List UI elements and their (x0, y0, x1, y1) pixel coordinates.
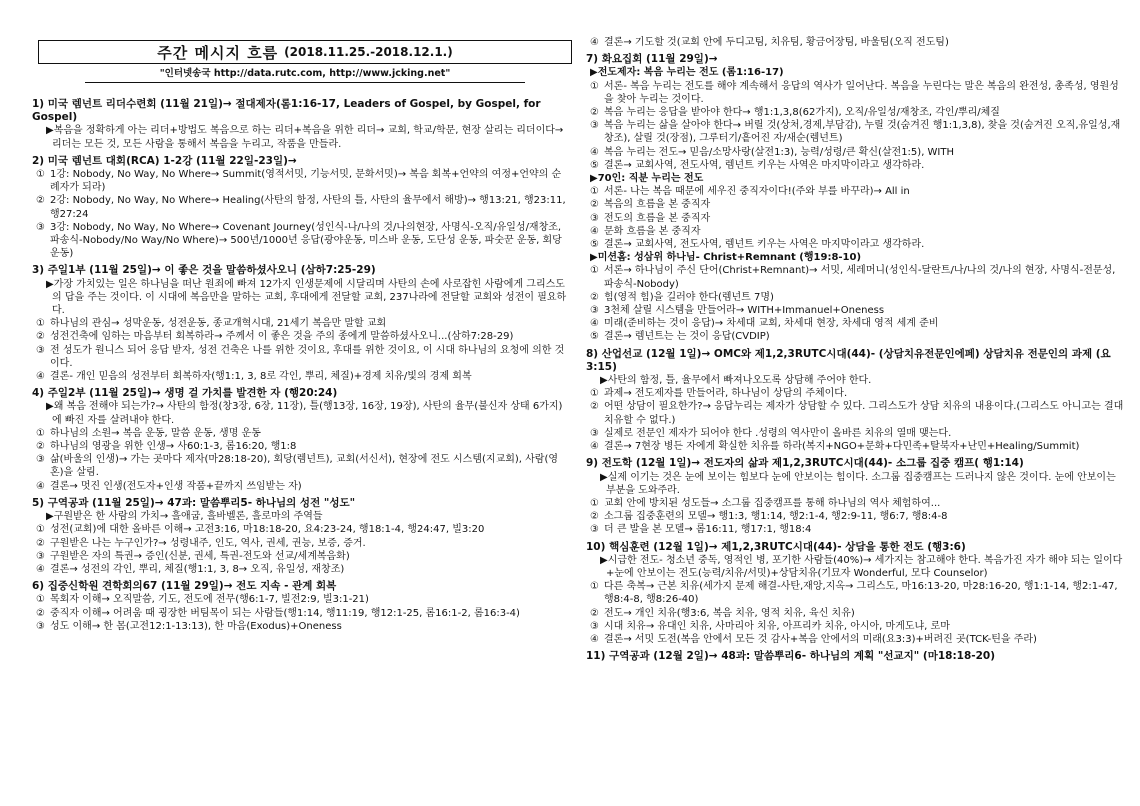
section-heading: 10) 핵심훈련 (12월 1일)→ 제1,2,3RUTC시대(44)- 상담을 통한 전도 (행3:6) (586, 540, 966, 553)
item-text: 결론→ 서밋 도전(복음 안에서 모든 것 감사+복음 안에서의 미래(요3:3)+버려진 곳(TCK-틴을 주라) (604, 633, 1037, 645)
list-item (586, 291, 1124, 304)
list-item (586, 633, 1124, 646)
item-number: ② (590, 401, 599, 413)
list-item (32, 563, 570, 576)
item-number: ③ (590, 120, 599, 132)
list-item (32, 453, 570, 479)
item-number: ② (36, 195, 45, 207)
section-paragraph: ▶시급한 전도- 청소년 중독, 영적인 병, 포기한 사람들(40%)→ 세가지는 참고해야 한다. 복음가진 자가 해야 되는 일이다+눈에 안보이는 전도(능력/치유/서밋)+상담치유(기묘자 Wonderful, 모다 Counselor) (600, 554, 1123, 579)
item-number: ① (590, 265, 599, 277)
item-text: 더 큰 발을 본 모델→ 롬16:11, 행17:1, 행18:4 (604, 524, 812, 536)
item-number: ① (590, 388, 599, 400)
item-number: ④ (36, 563, 45, 575)
item-text: 문화 흐름을 본 중직자 (604, 225, 701, 237)
title-box (38, 40, 572, 64)
section-heading: 3) 주일1부 (11월 25일)→ 이 좋은 것을 말씀하셨사오니 (삼하7:25-29) (32, 264, 376, 277)
item-text: 결론→ 기도할 것(교회 안에 두디고팀, 치유팀, 황금어장팀, 바울팀(오직 전도팀) (604, 37, 949, 48)
item-text: 결론→ 멋진 인생(전도자+인생 작품+끝까지 쓰임받는 자) (50, 480, 302, 492)
list-item (32, 330, 570, 343)
list-item (586, 198, 1124, 211)
item-text: 목회자 이해→ 오직말씀, 기도, 전도에 전무(행6:1-7, 빌전2:9, 빌3:1-21) (50, 594, 369, 606)
item-number: ① (36, 427, 45, 439)
subtitle-prefix: "인터넷송국 (159, 68, 211, 79)
list-item (586, 387, 1124, 400)
item-text: 3천체 살릴 시스템을 만들어라→ WITH+Immanuel+Oneness (604, 305, 885, 317)
section (32, 497, 570, 576)
item-number: ② (590, 291, 599, 303)
item-number: ④ (590, 225, 599, 237)
item-number: ② (590, 107, 599, 119)
subsection-heading: ▶미션홈: 성삼위 하나님- Christ+Remnant (행19:8-10) (590, 252, 862, 264)
list-item (32, 480, 570, 493)
section-paragraph: ▶사탄의 함정, 틀, 율무에서 빠져나오도록 상담해 주어야 한다. (600, 375, 872, 387)
list-item (586, 80, 1124, 106)
item-text: 결론→ 7현장 병든 자에게 확실한 치유를 하라(복지+NGO+문화+다민족+탈북자+난민+Healing/Summit) (604, 441, 1080, 453)
subsection-heading: ▶70인: 직분 누리는 전도 (590, 173, 704, 185)
item-number: ③ (590, 305, 599, 317)
list-item (586, 36, 1124, 49)
item-text: 결론→ 교회사역, 전도사역, 렘넌트 키우는 사역은 마지막이라고 생각하라. (604, 159, 925, 171)
list-item (586, 304, 1124, 317)
section-paragraph: ▶복음을 정확하게 아는 리더+방법도 복음으로 하는 리더+복음을 위한 리더→ 교회, 학교/학문, 현장 살리는 리더이다→ 리더는 모든 것, 모든 사람을 통해서 복음을 누리고, 작품을 만들라. (46, 125, 564, 150)
item-number: ⑤ (590, 159, 599, 171)
item-text: 어떤 상담이 필요한가?→ 응답누리는 제자가 상담할 수 있다. 그리스도가 상담 치유의 내용이다.(그리스도 아니고는 결대 치유할 수 없다.) (604, 401, 1124, 426)
list-item (586, 146, 1124, 159)
item-text: 결론→ 렘넌트는 는 것이 응답(CVDIP) (604, 331, 770, 343)
item-text: 전도의 흐름을 본 중직자 (604, 212, 711, 224)
item-text: 과제→ 전도제자를 만들어라, 하나님이 상담의 주체이다. (604, 388, 848, 400)
item-text: 서론- 복음 누리는 전도를 해야 계속해서 응답의 역사가 일어난다. 복음을 누린다는 말은 복음의 완전성, 총족성, 영원성을 찾아 누리는 것이다. (604, 80, 1119, 105)
item-text: 결론→ 교회사역, 전도사역, 렘넌트 키우는 사역은 마지막이라고 생각하라. (604, 239, 925, 251)
item-text: 하나님의 영광을 위한 인생→ 사60:1-3, 롬16:20, 행1:8 (50, 441, 297, 453)
list-item (586, 238, 1124, 251)
item-number: ④ (590, 633, 599, 645)
section-heading: 9) 전도학 (12월 1일)→ 전도자의 삶과 제1,2,3RUTC시대(44)- 소그룹 집중 캠프( 행1:14) (586, 457, 1024, 470)
section (586, 650, 1124, 663)
item-number: ③ (590, 427, 599, 439)
list-item (586, 106, 1124, 119)
section-heading: 8) 산업선교 (12월 1일)→ OMC와 제1,2,3RUTC시대(44)- (상담치유전문인에페) 상담치유 전문인의 과제 (요3:15) (586, 347, 1111, 373)
list-item (586, 440, 1124, 453)
list-item (586, 317, 1124, 330)
item-number: ③ (36, 550, 45, 562)
item-number: ④ (590, 441, 599, 453)
item-number: ③ (590, 524, 599, 536)
left-column (32, 98, 570, 637)
section-heading: 1) 미국 렘넌트 리더수련회 (11월 21일)→ 절대제자(롬1:16-17, Leaders of Gospel, by Gospel, for Gospel) (32, 98, 541, 124)
item-number: ② (590, 511, 599, 523)
item-text: 힘(영적 힘)을 길러야 한다(렘넌트 7명) (604, 291, 774, 303)
list-item (32, 168, 570, 194)
item-text: 서론- 나는 복음 때문에 세우진 중직자이다!(주와 부를 바꾸라)→ All in (604, 186, 910, 198)
section-heading: 4) 주일2부 (11월 25일)→ 생명 걸 가치를 발견한 자 (행20:24) (32, 387, 338, 400)
section (586, 541, 1124, 647)
item-number: ③ (36, 454, 45, 466)
item-number: ① (590, 186, 599, 198)
list-item (586, 185, 1124, 198)
section-paragraph: ▶실제 이기는 것은 눈에 보이는 힘보다 눈에 안보이는 힘이다. 소그룹 집중캠프는 드러나지 않은 것이다. 눈에 안보이는 부분을 도와주라. (600, 471, 1116, 496)
item-text: 복음 누리는 전도→ 믿음/소망사랑(살전1:3), 능력/성령/큰 확신(살전1:5), WITH (604, 146, 955, 158)
list-item (586, 119, 1124, 145)
list-item (32, 620, 570, 633)
list-item (32, 550, 570, 563)
item-text: 결론- 개인 믿음의 성전부터 회복하자(행1:1, 3, 8로 각인, 뿌리, 체질)+경제 치유/빛의 경제 회복 (50, 371, 472, 383)
item-text: 시대 치유→ 유대인 치유, 사마리아 치유, 아프리카 치유, 아시아, 마게도냐, 로마 (604, 620, 950, 632)
list-item (32, 427, 570, 440)
link-jcking[interactable]: http://www.jcking.net (329, 68, 446, 79)
item-text: 중직자 이해→ 어려움 때 굉장한 버팀목이 되는 사람들(행1:14, 행11:19, 행12:1-25, 롬16:1-2, 롬16:3-4) (50, 607, 520, 619)
item-number: ③ (36, 221, 45, 233)
item-text: 복음 누리는 응답을 받아야 한다→ 행1:1,3,8(62가지), 오직/유일성/재창조, 각인/뿌리/체질 (604, 107, 1000, 119)
subtitle (85, 65, 525, 83)
item-number: ② (36, 607, 45, 619)
item-number: ④ (590, 37, 599, 48)
section-paragraph: ▶가장 가치있는 일은 하나님을 떠난 원죄에 빠져 12가지 인생문제에 시달리며 사탄의 손에 사로잡힌 사람에게 그리스도의 답을 주는 것이다. 이 시대에 복음만을 말하는 교회, 후대에게 전달할 교회, 237나라에 전달할 교회와 성전이 필요하다. (46, 278, 567, 317)
section-heading: 6) 집중신학원 견학회의67 (11월 29일)→ 전도 지속 - 관계 회복 (32, 580, 337, 593)
list-item (32, 607, 570, 620)
list-item (32, 370, 570, 383)
list-item (586, 400, 1124, 426)
list-item (32, 537, 570, 550)
item-number: ③ (590, 212, 599, 224)
item-text: 삶(바울의 인생)→ 가는 곳마다 제자(마28:18-20), 회당(렘넌트), 교회(서신서), 현장에 전도 시스템(지교회), 사람(영혼)을 살림. (50, 454, 559, 479)
list-item (586, 580, 1124, 606)
item-number: ① (590, 581, 599, 593)
item-number: ② (36, 331, 45, 343)
section (32, 264, 570, 383)
section (32, 98, 570, 151)
section-heading: 11) 구역공과 (12월 2일)→ 48과: 말씀뿌리6- 하나님의 계획 "선교지" (마18:18-20) (586, 650, 996, 663)
item-text: 구원받은 나는 누구인가?→ 성령내주, 인도, 역사, 권세, 권능, 보증, 증거. (50, 537, 366, 549)
right-column (586, 36, 1124, 667)
item-text: 구원받은 자의 특권→ 증인(신분, 권세, 특권-전도와 선교/세계복음화) (50, 550, 350, 562)
section-heading: 2) 미국 렘넌트 대회(RCA) 1-2강 (11월 22일-23일)→ (32, 154, 297, 167)
item-text: 결론→ 성전의 각인, 뿌리, 체질(행1:1, 3, 8→ 오직, 유일성, 재창조) (50, 563, 345, 575)
item-text: 소그룹 집중훈련의 모델→ 행1:3, 행1:14, 행2:1-4, 행2:9-11, 행6:7, 행8:4-8 (604, 511, 948, 523)
list-item (586, 497, 1124, 510)
item-text: 하나님의 관심→ 성막운동, 성전운동, 종교개혁시대, 21세기 복음만 말할 교회 (50, 318, 387, 330)
item-number: ④ (36, 371, 45, 383)
item-number: ② (36, 537, 45, 549)
section (32, 155, 570, 261)
item-number: ① (36, 169, 45, 181)
list-item (586, 523, 1124, 536)
item-number: ⑤ (590, 331, 599, 343)
item-text: 2강: Nobody, No Way, No Where→ Healing(사탄의 함정, 사탄의 틀, 사탄의 율무에서 해방)→ 행13:21, 행23:11, 행27:24 (50, 195, 566, 220)
page-header (38, 40, 572, 83)
section-heading: 7) 화요집회 (11월 29일)→ (586, 53, 718, 66)
list-item (32, 523, 570, 536)
item-number: ① (36, 524, 45, 536)
item-text: 교회 안에 방치된 성도들→ 소그룹 집중캠프를 통해 하나님의 역사 체험하여... (604, 497, 941, 509)
item-text: 하나님의 소원→ 복음 운동, 말씀 운동, 생명 운동 (50, 427, 261, 439)
section (586, 348, 1124, 454)
page-title: 주간 메시지 흐름 (157, 43, 279, 62)
section (586, 457, 1124, 536)
list-item (32, 344, 570, 370)
list-item (586, 225, 1124, 238)
item-text: 복음 누리는 삶을 살아야 한다→ 버릴 것(상처,경제,부담감), 누릴 것(숨겨진 행1:1,3,8), 찾을 것(숨겨진 오직,유일성,재창조), 살릴 것(장점), 그루터기/흩어진 자/새순(렘넌트) (604, 120, 1121, 145)
list-item (586, 607, 1124, 620)
item-number: ① (36, 594, 45, 606)
item-number: ④ (590, 146, 599, 158)
item-text: 성전(교회)에 대한 올바른 이해→ 고전3:16, 마18:18-20, 요4:23-24, 행18:1-4, 행24:47, 빌3:20 (50, 524, 485, 536)
item-number: ② (590, 199, 599, 211)
item-number: ① (590, 80, 599, 92)
list-item (586, 427, 1124, 440)
list-item (32, 317, 570, 330)
item-text: 실제로 전문인 제자가 되어야 한다 .성령의 역사만이 올바른 치유의 열매 맺는다. (604, 427, 952, 439)
subsection-heading: ▶전도제자: 복음 누리는 전도 (롬1:16-17) (590, 67, 784, 79)
item-text: 전 성도가 원니스 되어 응답 받자, 성전 건축은 나를 위한 것이요, 후대를 위한 것이요, 이 시대 하나님의 요청에 의한 것이다. (50, 344, 565, 369)
list-item (586, 212, 1124, 225)
item-text: 서론→ 하나님이 주신 단어(Christ+Remnant)→ 서밋, 세레머니(성인식-달란트/나/나의 것/나의 현장, 사명식-전문성, 파송식-Nobody) (604, 265, 1116, 290)
item-number: ① (590, 497, 599, 509)
section-heading: 5) 구역공과 (11월 25일)→ 47과: 말씀뿌리5- 하나님의 성전 "성도" (32, 496, 356, 509)
section-paragraph: ▶왜 복음 전해야 되는가?→ 사탄의 함정(창3장, 6장, 11장), 틀(행13장, 16장, 19장), 사탄의 율무(불신자 상태 6가지)에 빠진 자를 살려내야 한다. (46, 401, 563, 426)
section (586, 53, 1124, 343)
section (32, 387, 570, 493)
section-paragraph: ▶구원받은 한 사람의 가치→ 흘애굽, 흘바벨론, 흘로마의 주역들 (46, 511, 323, 523)
list-item (586, 510, 1124, 523)
item-text: 다른 축복→ 근본 치유(세가지 문제 해결-사탄,재앙,지옥→ 그리스도, 마16:13-20, 마28:16-20, 행1:1-14, 행2:1-47, 행8:4-8, 행8:26-40) (604, 581, 1118, 606)
section (586, 36, 1124, 49)
item-number: ② (590, 607, 599, 619)
item-text: 3강: Nobody, No Way, No Where→ Covenant Journey(성인식-나/나의 것/나의현장, 사명식-오직/유일성/재창조, 파송식-Nobody/No Way/No Where)→ 500년/1000년 응답(광야운동, 미스바 운동, 도단성 운동, 파숫꾼 운동, 회당 운동) (50, 221, 562, 260)
item-text: 미래(준비하는 것이 응답)→ 차세대 교회, 차세대 현장, 차세대 영적 세계 준비 (604, 318, 939, 330)
link-data-rutc[interactable]: http://data.rutc.com, (213, 68, 326, 79)
item-number: ⑤ (590, 239, 599, 251)
item-text: 복음의 흐름을 본 중직자 (604, 199, 711, 211)
list-item (586, 330, 1124, 343)
list-item (586, 620, 1124, 633)
item-number: ③ (36, 344, 45, 356)
item-number: ① (36, 318, 45, 330)
page-date: (2018.11.25.-2018.12.1.) (284, 45, 453, 59)
item-number: ④ (36, 480, 45, 492)
item-text: 성도 이해→ 한 몸(고전12:1-13:13), 한 마음(Exodus)+Oneness (50, 620, 342, 632)
item-number: ② (36, 441, 45, 453)
item-number: ③ (36, 620, 45, 632)
item-text: 성전건축에 임하는 마음부터 회복하라→ 주께서 이 좋은 것을 주의 종에게 말씀하셨사오니...(삼하7:28-29) (50, 331, 514, 343)
list-item (32, 221, 570, 261)
list-item (32, 194, 570, 220)
item-number: ④ (590, 318, 599, 330)
item-number: ③ (590, 620, 599, 632)
list-item (586, 264, 1124, 290)
subtitle-suffix: " (445, 68, 451, 79)
list-item (586, 159, 1124, 172)
list-item (32, 440, 570, 453)
item-text: 전도→ 개인 치유(행3:6, 복음 치유, 영적 치유, 육신 치유) (604, 607, 855, 619)
item-text: 1강: Nobody, No Way, No Where→ Summit(영적서밋, 기능서밋, 문화서밋)→ 복음 회복+언약의 여정+언약의 순례자가 되라) (50, 169, 562, 194)
list-item (32, 593, 570, 606)
section (32, 580, 570, 633)
